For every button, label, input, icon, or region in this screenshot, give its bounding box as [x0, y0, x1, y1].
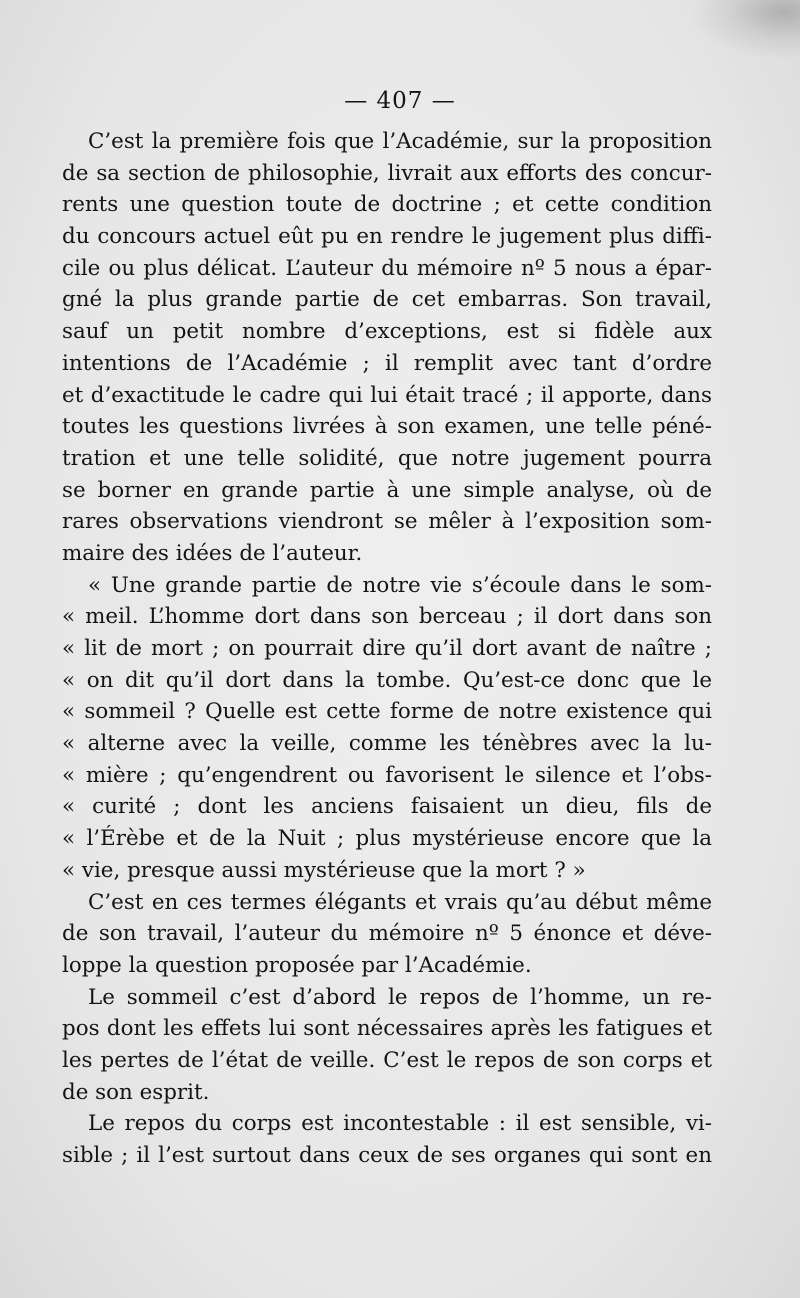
text-line: « on dit qu’il dort dans la tombe. Qu’est-ce donc que le — [62, 667, 712, 693]
text-line: C’est la première fois que l’Académie, sur la proposition — [88, 129, 712, 154]
text-line: tration et une telle solidité, que notre jugement pourra — [62, 445, 712, 471]
text-line: et d’exactitude le cadre qui lui était tracé ; il apporte, dans — [62, 382, 712, 408]
page-number: — 407 — — [344, 88, 456, 114]
text-line: « alterne avec la veille, comme les ténèbres avec la lu- — [62, 731, 712, 757]
text-line: sauf un petit nombre d’exceptions, est si fidèle aux — [62, 319, 712, 345]
text-line: se borner en grande partie à une simple analyse, où de — [62, 477, 712, 503]
text-line: loppe la question proposée par l’Académie. — [62, 952, 532, 978]
text-line: de son esprit. — [62, 1079, 210, 1105]
text-line: toutes les questions livrées à son examen, une telle péné- — [62, 414, 712, 440]
text-line: « Une grande partie de notre vie s’écoule dans le som- — [88, 572, 712, 598]
text-line: du concours actuel eût pu en rendre le jugement plus diffi- — [62, 224, 712, 250]
page-corner-stain — [690, 0, 800, 60]
text-line: rares observations viendront se mêler à l’exposition som- — [62, 509, 712, 535]
text-line: pos dont les effets lui sont nécessaires après les fatigues et — [62, 1016, 712, 1042]
text-line: maire des idées de l’auteur. — [62, 540, 363, 566]
text-line: cile ou plus délicat. L’auteur du mémoire nº 5 nous a épar- — [62, 255, 712, 281]
text-line: sible ; il l’est surtout dans ceux de ses organes qui sont en — [62, 1143, 712, 1168]
text-line: « mière ; qu’engendrent ou favorisent le silence et l’obs- — [62, 762, 712, 788]
text-line: de son travail, l’auteur du mémoire nº 5 énonce et déve- — [62, 921, 712, 947]
text-line: « l’Érèbe et de la Nuit ; plus mystérieuse encore que la — [62, 826, 712, 852]
text-line: « curité ; dont les anciens faisaient un dieu, fils de — [62, 794, 712, 820]
text-line: « vie, presque aussi mystérieuse que la mort ? » — [62, 857, 586, 883]
text-line: Le repos du corps est incontestable : il est sensible, vi- — [88, 1111, 712, 1137]
text-line: gné la plus grande partie de cet embarras. Son travail, — [62, 287, 712, 313]
text-line: de sa section de philosophie, livrait aux efforts des concur- — [62, 160, 712, 186]
text-line: intentions de l’Académie ; il remplit avec tant d’ordre — [62, 350, 712, 376]
text-line: les pertes de l’état de veille. C’est le repos de son corps et — [62, 1047, 712, 1073]
text-line: « lit de mort ; on pourrait dire qu’il dort avant de naître ; — [62, 636, 712, 661]
text-line: rents une question toute de doctrine ; et cette condition — [62, 192, 712, 218]
text-line: C’est en ces termes élégants et vrais qu’au début même — [88, 889, 712, 915]
body-text — [62, 126, 712, 1172]
text-line: Le sommeil c’est d’abord le repos de l’homme, un re- — [88, 984, 712, 1010]
text-line: « meil. L’homme dort dans son berceau ; il dort dans son — [62, 604, 712, 630]
text-line: « sommeil ? Quelle est cette forme de notre existence qui — [62, 699, 712, 725]
